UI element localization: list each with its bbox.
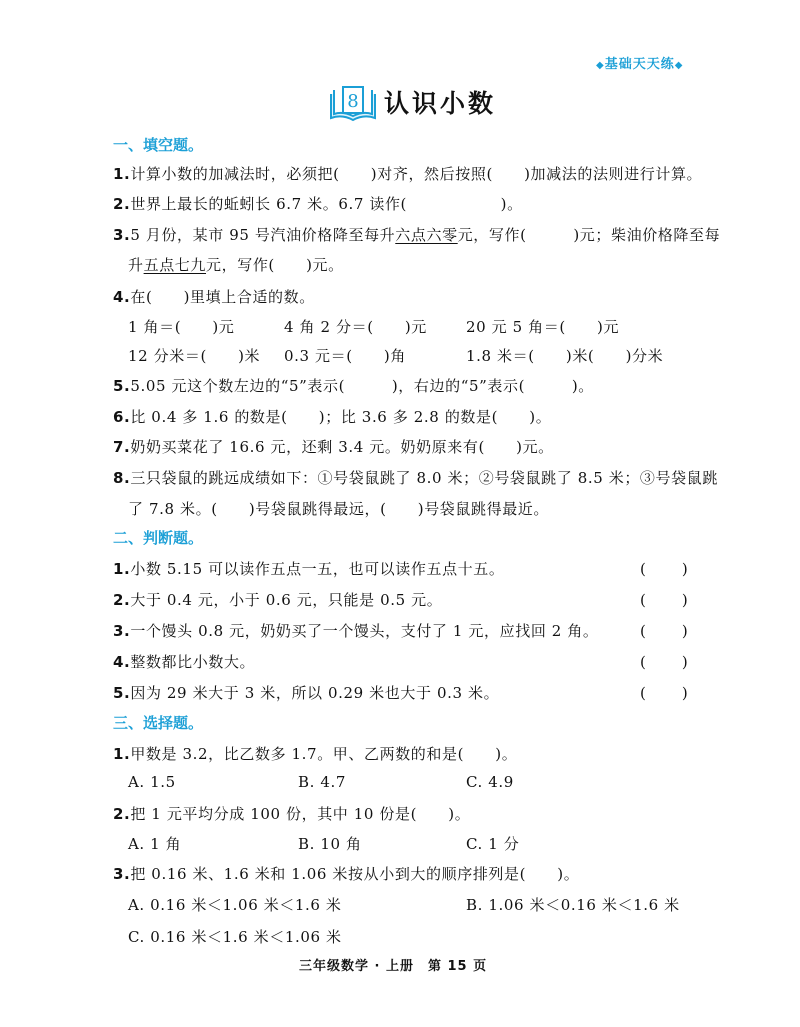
- series-tag: [596, 53, 683, 72]
- answer-blank[interactable]: ( ): [640, 622, 690, 640]
- option-a[interactable]: A. 0.16 米＜1.06 米＜1.6 米: [128, 896, 342, 914]
- question-text: 计算小数的加减法时，必须把( )对齐，然后按照( )加减法的法则进行计算。: [130, 165, 703, 183]
- underlined-text: 五点七九: [143, 256, 207, 274]
- option-c[interactable]: C. 4.9: [466, 773, 514, 791]
- option-a[interactable]: A. 1.5: [128, 773, 176, 791]
- question-text: 把 1 元平均分成 100 份，其中 10 份是( )。: [130, 805, 471, 823]
- question-fill-8: [113, 467, 718, 488]
- section-fill-heading: 一、填空题。: [113, 136, 204, 154]
- question-text: 整数都比小数大。: [130, 653, 256, 671]
- question-number: 2.: [113, 805, 131, 823]
- question-number: 7.: [113, 438, 131, 456]
- question-text: 5 月份，某市 95 号汽油价格降至每升: [130, 226, 396, 244]
- question-text: 把 0.16 米、1.6 米和 1.06 米按从小到大的顺序排列是( )。: [130, 865, 580, 883]
- option-c[interactable]: C. 0.16 米＜1.6 米＜1.06 米: [128, 928, 342, 946]
- question-fill-7: [113, 436, 554, 457]
- question-fill-8-cont: 了 7.8 米。( )号袋鼠跳得最远，( )号袋鼠跳得最近。: [128, 500, 550, 518]
- question-number: 5.: [113, 377, 131, 395]
- diamond-icon: ◆: [674, 60, 684, 71]
- question-number: 8.: [113, 469, 131, 487]
- question-text: 小数 5.15 可以读作五点一五，也可以读作五点十五。: [130, 560, 505, 578]
- question-number: 6.: [113, 408, 131, 426]
- option-b[interactable]: B. 10 角: [298, 835, 362, 853]
- question-fill-3: [113, 224, 720, 245]
- question-fill-4: [113, 286, 315, 307]
- question-text: 5.05 元这个数左边的“5”表示( )，右边的“5”表示( )。: [130, 377, 594, 395]
- answer-blank[interactable]: ( ): [640, 591, 690, 609]
- question-text: 大于 0.4 元，小于 0.6 元，只能是 0.5 元。: [130, 591, 443, 609]
- question-number: 3.: [113, 865, 131, 883]
- answer-blank[interactable]: ( ): [640, 653, 690, 671]
- question-fill-4-item: 1 角＝( )元: [128, 318, 235, 336]
- question-text: 升: [128, 256, 144, 274]
- question-judge-2: [113, 589, 442, 610]
- diamond-icon: ◆: [596, 60, 605, 71]
- option-c[interactable]: C. 1 分: [466, 835, 520, 853]
- question-judge-3: [113, 620, 599, 641]
- question-number: 1.: [113, 745, 131, 763]
- question-number: 3.: [113, 226, 131, 244]
- question-judge-4: [113, 651, 255, 672]
- question-number: 3.: [113, 622, 131, 640]
- question-fill-6: [113, 406, 551, 427]
- question-text: 三只袋鼠的跳远成绩如下：①号袋鼠跳了 8.0 米；②号袋鼠跳了 8.5 米；③号袋鼠跳: [130, 469, 718, 487]
- question-number: 1.: [113, 165, 131, 183]
- question-text: 在( )里填上合适的数。: [130, 288, 315, 306]
- question-choose-3: [113, 863, 579, 884]
- question-fill-1: [113, 163, 702, 184]
- question-choose-2: [113, 803, 470, 824]
- question-number: 4.: [113, 653, 131, 671]
- question-number: 2.: [113, 591, 131, 609]
- question-text: 比 0.4 多 1.6 的数是( )；比 3.6 多 2.8 的数是( )。: [130, 408, 552, 426]
- question-fill-4-item: 20 元 5 角＝( )元: [466, 318, 620, 336]
- question-fill-2: [113, 193, 523, 214]
- option-b[interactable]: B. 4.7: [298, 773, 347, 791]
- answer-blank[interactable]: ( ): [640, 684, 690, 702]
- question-fill-4-item: 4 角 2 分＝( )元: [284, 318, 427, 336]
- question-text: 元，写作( )元；柴油价格降至每: [457, 226, 721, 244]
- question-judge-5: [113, 682, 499, 703]
- question-judge-1: [113, 558, 504, 579]
- section-judge-heading: 二、判断题。: [113, 529, 204, 547]
- question-text: 元，写作( )元。: [206, 256, 344, 274]
- question-number: 1.: [113, 560, 131, 578]
- question-text: 甲数是 3.2，比乙数多 1.7。甲、乙两数的和是( )。: [130, 745, 518, 763]
- question-text: 世界上最长的蚯蚓长 6.7 米。6.7 读作( )。: [130, 195, 523, 213]
- question-fill-4-item: 0.3 元＝( )角: [284, 347, 406, 365]
- question-text: 奶奶买菜花了 16.6 元，还剩 3.4 元。奶奶原来有( )元。: [130, 438, 554, 456]
- question-number: 2.: [113, 195, 131, 213]
- question-fill-4-item: 12 分米＝( )米: [128, 347, 261, 365]
- question-text: 因为 29 米大于 3 米，所以 0.29 米也大于 0.3 米。: [130, 684, 500, 702]
- open-book-icon: [328, 84, 378, 124]
- question-fill-5: [113, 375, 594, 396]
- question-number: 4.: [113, 288, 131, 306]
- series-tag-text: 基础天天练: [604, 57, 675, 72]
- answer-blank[interactable]: ( ): [640, 560, 690, 578]
- section-choose-heading: 三、选择题。: [113, 714, 204, 732]
- question-text: 一个馒头 0.8 元，奶奶买了一个馒头，支付了 1 元，应找回 2 角。: [130, 622, 599, 640]
- question-choose-1: [113, 743, 517, 764]
- option-b[interactable]: B. 1.06 米＜0.16 米＜1.6 米: [466, 896, 680, 914]
- page-title: 认识小数: [384, 89, 497, 118]
- question-number: 5.: [113, 684, 131, 702]
- question-fill-4-item: 1.8 米＝( )米( )分米: [466, 347, 664, 365]
- lesson-number: 8: [347, 91, 359, 112]
- underlined-text: 六点六零: [395, 226, 458, 244]
- page-footer: 三年级数学 · 上册 第 15 页: [299, 959, 488, 974]
- option-a[interactable]: A. 1 角: [128, 835, 182, 853]
- question-fill-3-cont: [128, 254, 344, 275]
